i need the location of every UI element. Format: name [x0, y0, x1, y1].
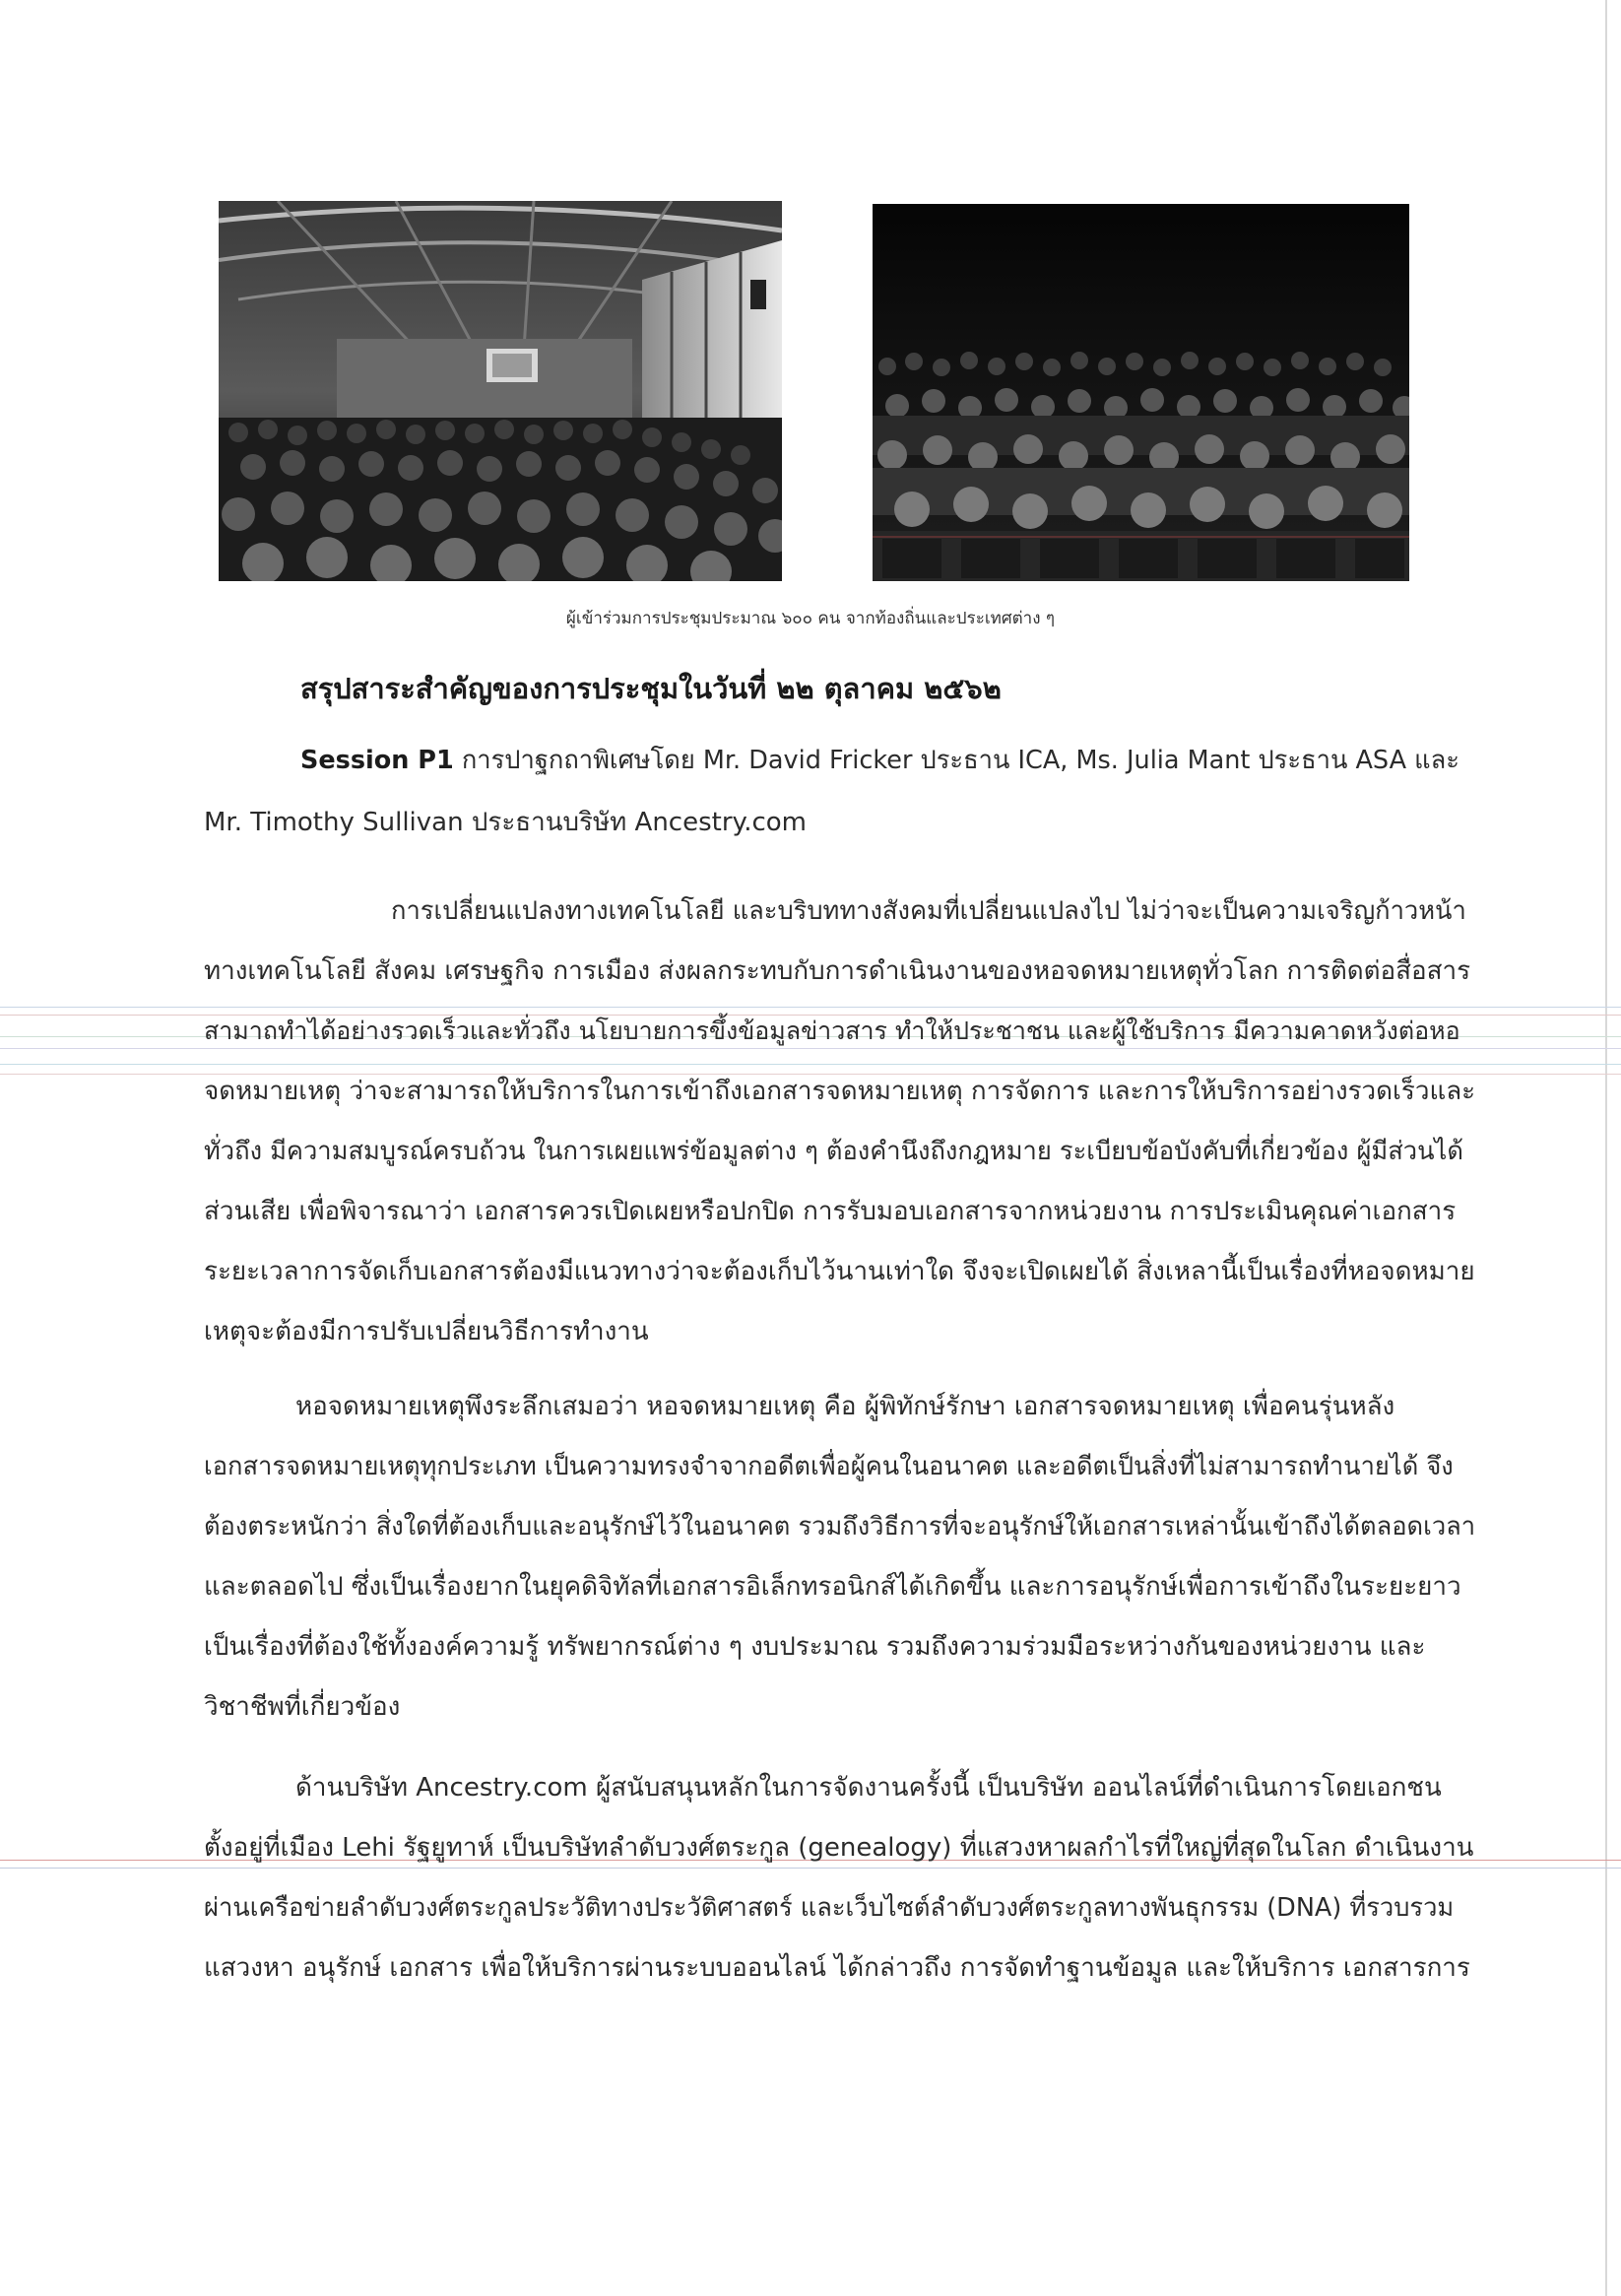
paragraph-3-line: ด้านบริษัท Ancestry.com ผู้สนับสนุนหลักในการจัดงานครั้งนี้ เป็นบริษัท ออนไลน์ที่ดำเนินการโดยเอกชน: [295, 1773, 1442, 1803]
paragraph-1-line: การเปลี่ยนแปลงทางเทคโนโลยี และบริบททางสังคมที่เปลี่ยนแปลงไป ไม่ว่าจะเป็นความเจริญก้าวหน้า: [391, 896, 1466, 926]
conference-hall-illustration: [219, 201, 782, 581]
paragraph-3-line: ผ่านเครือข่ายลำดับวงศ์ตระกูลประวัติทางประวัติศาสตร์ และเว็บไซต์ลำดับวงศ์ตระกูลทางพันธุกรรม (DNA) ที่รวบรวม: [204, 1893, 1455, 1923]
paragraph-2-line: วิชาชีพที่เกี่ยวข้อง: [204, 1692, 401, 1722]
conference-hall-photo: [219, 201, 782, 581]
session-line-1: [300, 744, 1459, 777]
paragraph-1-line: จดหมายเหตุ ว่าจะสามารถให้บริการในการเข้าถึงเอกสารจดหมายเหตุ การจัดการ และการให้บริการอย่างรวดเร็วและ: [204, 1077, 1476, 1106]
paragraph-1-line: ระยะเวลาการจัดเก็บเอกสารต้องมีแนวทางว่าจะต้องเก็บไว้นานเท่าใด จึงจะเปิดเผยได้ สิ่งเหลานี้เป็นเรื่องที่หอจดหมาย: [204, 1257, 1475, 1286]
paragraph-2-line: ต้องตระหนักว่า สิ่งใดที่ต้องเก็บและอนุรักษ์ไว้ในอนาคต รวมถึงวิธีการที่จะอนุรักษ์ให้เอกสารเหล่านั้นเข้าถึงได้ตลอดเวลา: [204, 1512, 1476, 1542]
audience-photo: [873, 204, 1409, 581]
session-speakers: การปาฐกถาพิเศษโดย Mr. David Fricker ประธาน ICA, Ms. Julia Mant ประธาน ASA และ: [453, 746, 1459, 775]
figure-caption: ผู้เข้าร่วมการประชุมประมาณ ๖๐๐ คน จากท้องถิ่นและประเทศต่าง ๆ: [565, 609, 1056, 628]
paragraph-2-line: เอกสารจดหมายเหตุทุกประเภท เป็นความทรงจำจากอดีตเพื่อผู้คนในอนาคต และอดีตเป็นสิ่งที่ไม่สามารถทำนายได้ จึง: [204, 1452, 1454, 1481]
paragraph-1-line: ทางเทคโนโลยี สังคม เศรษฐกิจ การเมือง ส่งผลกระทบกับการดำเนินงานของหอจดหมายเหตุทั่วโลก การติดต่อสื่อสาร: [204, 956, 1471, 986]
paragraph-2-line: เป็นเรื่องที่ต้องใช้ทั้งองค์ความรู้ ทรัพยากรณ์ต่าง ๆ งบประมาณ รวมถึงความร่วมมือระหว่างกันของหน่วยงาน และ: [204, 1632, 1426, 1662]
page-edge-line: [1605, 0, 1607, 2296]
paragraph-1-line: ส่วนเสีย เพื่อพิจารณาว่า เอกสารควรเปิดเผยหรือปกปิด การรับมอบเอกสารจากหน่วยงาน การประเมินคุณค่าเอกสาร: [204, 1197, 1457, 1226]
audience-illustration: [873, 204, 1409, 581]
paragraph-3-line: ตั้งอยู่ที่เมือง Lehi รัฐยูทาห์ เป็นบริษัทลำดับวงศ์ตระกูล (genealogy) ที่แสวงหาผลกำไรที่ใหญ่ที่สุดในโลก ดำเนินงาน: [204, 1833, 1474, 1863]
scan-artifact-line: [0, 1064, 1621, 1065]
scan-artifact-line: [0, 1007, 1621, 1008]
paragraph-3-line: แสวงหา อนุรักษ์ เอกสาร เพื่อให้บริการผ่านระบบออนไลน์ ได้กล่าวถึง การจัดทำฐานข้อมูล และให้บริการ เอกสารการ: [204, 1953, 1470, 1983]
session-line-2: Mr. Timothy Sullivan ประธานบริษัท Ancestry.com: [204, 808, 807, 837]
page-heading: สรุปสาระสำคัญของการประชุมในวันที่ ๒๒ ตุลาคม ๒๕๖๒: [300, 672, 1002, 705]
paragraph-1-line: สามาถทำได้อย่างรวดเร็วและทั่วถึง นโยบายการขึ้งข้อมูลข่าวสาร ทำให้ประชาชน และผู้ใช้บริการ มีความคาดหวังต่อหอ: [204, 1017, 1460, 1045]
scan-artifact-line: [0, 1868, 1621, 1869]
paragraph-2-line: หอจดหมายเหตุพึงระลึกเสมอว่า หอจดหมายเหตุ คือ ผู้พิทักษ์รักษา เอกสารจดหมายเหตุ เพื่อคนรุ่นหลัง: [295, 1392, 1395, 1421]
paragraph-2-line: และตลอดไป ซึ่งเป็นเรื่องยากในยุคดิจิทัลที่เอกสารอิเล็กทรอนิกส์ได้เกิดขึ้น และการอนุรักษ์เพื่อการเข้าถึงในระยะยาว: [204, 1572, 1461, 1602]
paragraph-1-line: ทั่วถึง มีความสมบูรณ์ครบถ้วน ในการเผยแพร่ข้อมูลต่าง ๆ ต้องคำนึงถึงกฎหมาย ระเบียบข้อบังคับที่เกี่ยวข้อง ผู้มีส่วนได้: [204, 1137, 1463, 1166]
session-label: Session P1: [300, 746, 454, 775]
paragraph-1-line: เหตุจะต้องมีการปรับเปลี่ยนวิธีการทำงาน: [204, 1317, 649, 1346]
scan-artifact-line: [0, 1048, 1621, 1049]
